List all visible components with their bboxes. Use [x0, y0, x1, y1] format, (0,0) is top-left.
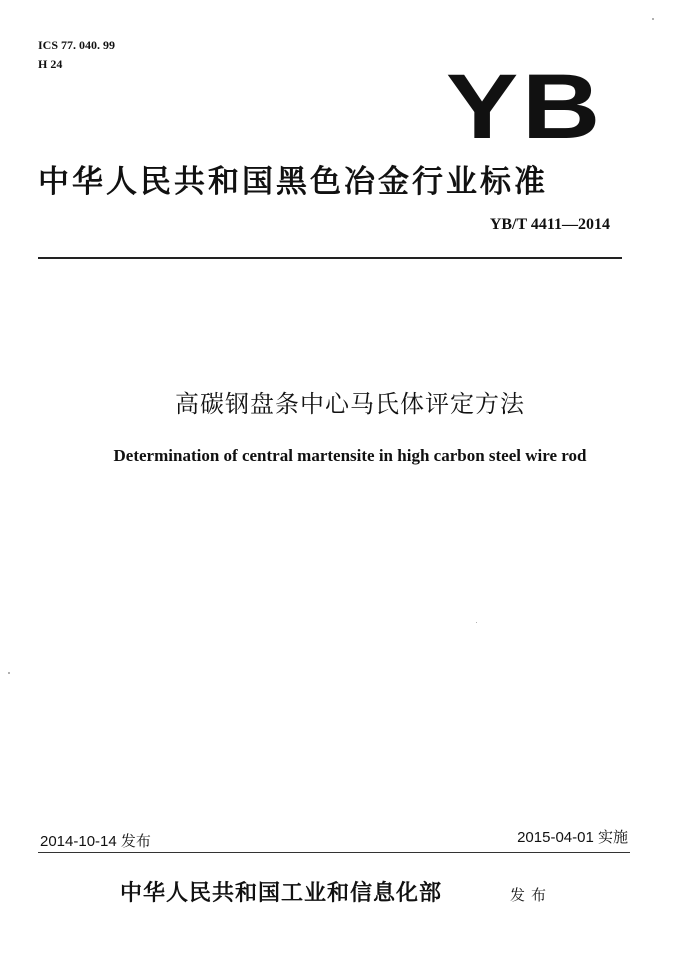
issuing-authority-suffix: 发布 — [510, 886, 553, 904]
issuing-authority: 中华人民共和国工业和信息化部 — [120, 880, 443, 906]
ccs-code: H 24 — [38, 57, 63, 71]
organization-title: 中华人民共和国黑色冶金行业标准 — [38, 164, 548, 200]
header-divider — [38, 257, 622, 259]
document-title-english: Determination of central martensite in high carbon steel wire rod — [113, 446, 587, 465]
scan-speck — [652, 18, 654, 20]
document-title-chinese: 高碳钢盘条中心马氏体评定方法 — [175, 390, 525, 418]
ics-code: ICS 77. 040. 99 — [38, 38, 116, 52]
yb-logo: YB — [446, 56, 604, 158]
issue-date: 2014-10-14 发布 — [40, 833, 151, 850]
footer-divider — [38, 852, 630, 853]
standard-number: YB/T 4411—2014 — [489, 216, 610, 233]
scan-speck — [8, 672, 10, 674]
implementation-date: 2015-04-01 实施 — [517, 829, 628, 846]
scan-speck — [476, 622, 477, 623]
